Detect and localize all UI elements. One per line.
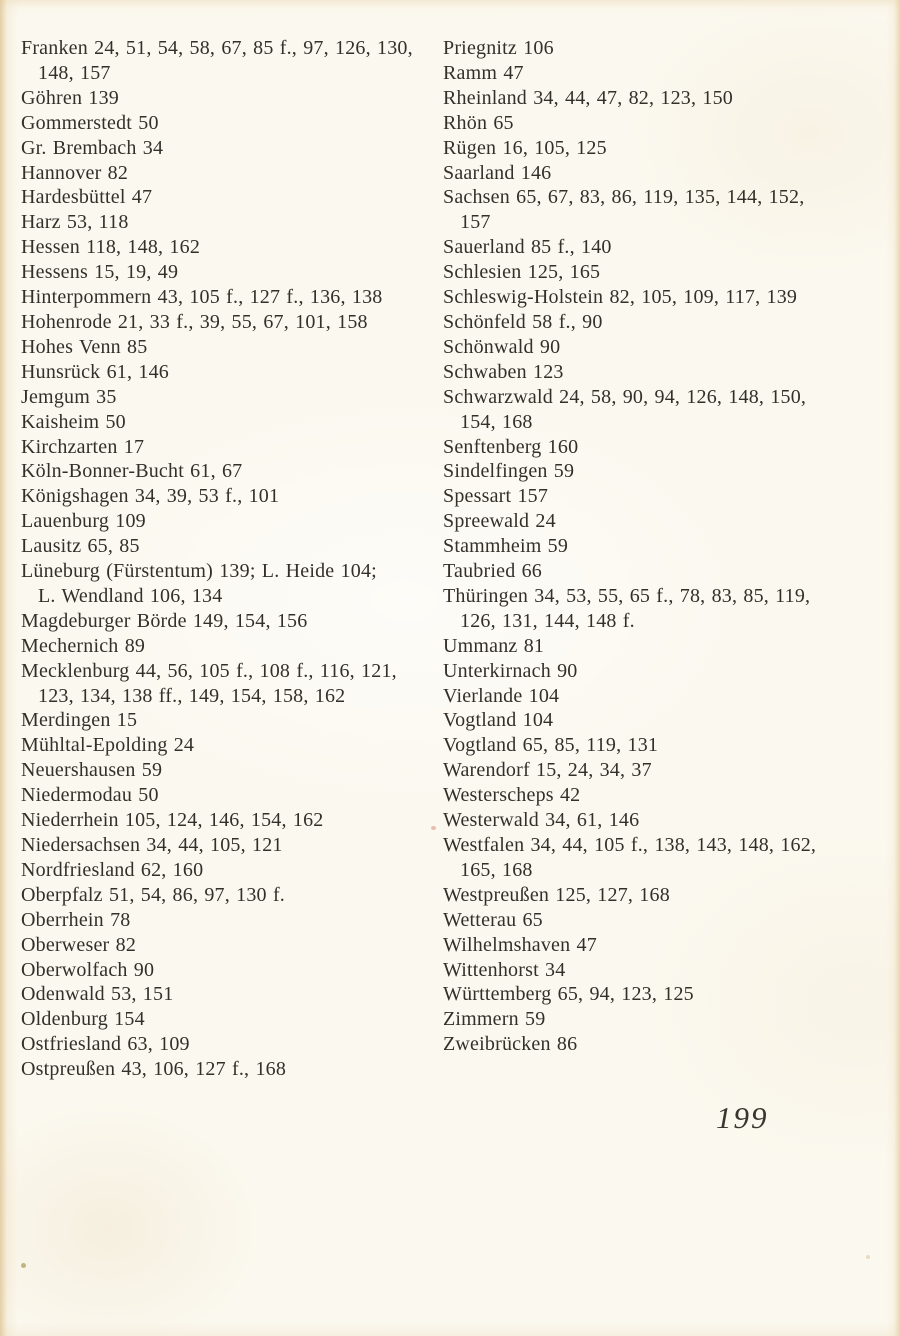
index-entry (443, 484, 893, 509)
index-entry-line: Schleswig-Holstein 82, 105, 109, 117, 139 (443, 286, 798, 309)
index-entry-line: Saarland 146 (443, 161, 552, 184)
index-entry (21, 360, 441, 385)
index-entry-line: Schwarzwald 24, 58, 90, 94, 126, 148, 150, (443, 385, 807, 408)
index-entry-line: Harz 53, 118 (21, 211, 129, 234)
index-entry (443, 360, 893, 385)
index-entry-continuation-line: 165, 168 (460, 858, 533, 881)
index-entry (21, 235, 441, 260)
index-entry-continuation-line: L. Wendland 106, 134 (38, 584, 223, 607)
index-entry (21, 833, 441, 858)
index-entry-line: Hessen 118, 148, 162 (21, 236, 201, 259)
index-entry (443, 833, 893, 883)
index-entry (21, 161, 441, 186)
index-entry-line: Rügen 16, 105, 125 (443, 136, 607, 159)
index-entry (443, 435, 893, 460)
index-entry-continuation-line: 154, 168 (460, 410, 533, 433)
index-entry-line: Neuershausen 59 (21, 759, 163, 782)
index-entry-line: Westerscheps 42 (443, 784, 581, 807)
index-entry-line: Niedersachsen 34, 44, 105, 121 (21, 834, 283, 856)
index-entry (443, 509, 893, 534)
index-entry-line: Gommerstedt 50 (21, 111, 159, 134)
index-entry (443, 584, 893, 634)
index-entry-line: Thüringen 34, 53, 55, 65 f., 78, 83, 85, 119, (443, 584, 811, 607)
index-entry-line: Schönfeld 58 f., 90 (443, 310, 603, 333)
index-entry-line: Westerwald 34, 61, 146 (443, 809, 640, 832)
index-entry (21, 1032, 441, 1057)
index-entry (21, 1007, 441, 1032)
index-entry-line: Rheinland 34, 44, 47, 82, 123, 150 (443, 86, 734, 109)
index-entry (21, 559, 441, 609)
index-entry (443, 933, 893, 958)
index-entry (21, 733, 441, 758)
index-entry (21, 982, 441, 1007)
index-entry-line: Königshagen 34, 39, 53 f., 101 (21, 485, 280, 508)
index-entry (443, 659, 893, 684)
index-entry (443, 136, 893, 161)
paper-speck (866, 1255, 870, 1259)
index-entry (21, 111, 441, 136)
index-entry-line: Köln-Bonner-Bucht 61, 67 (21, 460, 243, 483)
index-entry (21, 36, 441, 86)
index-entry (21, 808, 441, 833)
index-entry-line: Ramm 47 (443, 61, 524, 84)
index-entry-line: Magdeburger Börde 149, 154, 156 (21, 609, 308, 632)
index-entry (21, 659, 441, 709)
index-entry-line: Stammheim 59 (443, 535, 569, 558)
index-entry-line: Gr. Brembach 34 (21, 136, 164, 159)
index-entry (443, 758, 893, 783)
index-entry (21, 285, 441, 310)
index-entry (443, 385, 893, 435)
index-entry (21, 484, 441, 509)
index-entry-line: Schwaben 123 (443, 360, 564, 383)
index-entry (443, 1007, 893, 1032)
index-entry-line: Spreewald 24 (443, 510, 556, 533)
index-entry-line: Ostpreußen 43, 106, 127 f., 168 (21, 1058, 287, 1081)
index-entry (443, 908, 893, 933)
index-entry-line: Hessens 15, 19, 49 (21, 261, 179, 284)
index-entry (443, 285, 893, 310)
index-entry-line: Rhön 65 (443, 111, 514, 134)
index-entry-line: Senftenberg 160 (443, 435, 579, 458)
index-entry-line: Ostfriesland 63, 109 (21, 1033, 190, 1056)
index-entry (21, 435, 441, 460)
index-entry (443, 335, 893, 360)
index-entry-line: Oberpfalz 51, 54, 86, 97, 130 f. (21, 883, 286, 906)
index-entry (21, 335, 441, 360)
index-entry-line: Zimmern 59 (443, 1008, 546, 1031)
index-entry (443, 459, 893, 484)
index-entry-line: Ummanz 81 (443, 634, 545, 657)
index-entry-line: Westpreußen 125, 127, 168 (443, 883, 670, 906)
index-entry-line: Warendorf 15, 24, 34, 37 (443, 759, 652, 782)
index-entry (21, 210, 441, 235)
index-entry-line: Niedermodau 50 (21, 784, 159, 807)
index-entry-line: Kaisheim 50 (21, 410, 126, 433)
index-entry (21, 310, 441, 335)
index-entry (21, 1057, 441, 1082)
index-entry-line: Hardesbüttel 47 (21, 186, 153, 209)
index-entry (443, 111, 893, 136)
index-entry-line: Hohenrode 21, 33 f., 39, 55, 67, 101, 158 (21, 310, 368, 333)
index-entry-line: Wilhelmshaven 47 (443, 933, 597, 956)
index-entry-line: Hannover 82 (21, 161, 129, 184)
index-entry-line: Odenwald 53, 151 (21, 983, 174, 1006)
index-entry (21, 86, 441, 111)
index-column-right (443, 36, 893, 1057)
index-entry-line: Württemberg 65, 94, 123, 125 (443, 983, 694, 1006)
index-entry-line: Nordfriesland 62, 160 (21, 858, 204, 881)
index-entry (443, 36, 893, 61)
index-entry-line: Lüneburg (Fürstentum) 139; L. Heide 104; (21, 560, 377, 583)
index-entry-line: Sachsen 65, 67, 83, 86, 119, 135, 144, 152, (443, 186, 805, 209)
index-entry-line: Sauerland 85 f., 140 (443, 236, 612, 259)
index-entry-line: Oberweser 82 (21, 933, 137, 956)
index-entry-line: Oberwolfach 90 (21, 958, 155, 981)
index-entry (21, 509, 441, 534)
index-entry-line: Göhren 139 (21, 86, 119, 109)
index-entry-line: Hohes Venn 85 (21, 335, 148, 358)
index-entry-line: Lausitz 65, 85 (21, 535, 140, 558)
page-number: 199 (716, 1100, 769, 1135)
index-entry-line: Franken 24, 51, 54, 58, 67, 85 f., 97, 126, 130, (21, 37, 413, 59)
index-entry-line: Mühltal-Epolding 24 (21, 734, 195, 757)
index-entry (443, 86, 893, 111)
index-entry (443, 534, 893, 559)
index-entry-line: Zweibrücken 86 (443, 1033, 578, 1056)
index-entry (21, 534, 441, 559)
index-entry (443, 708, 893, 733)
index-entry-continuation-line: 126, 131, 144, 148 f. (460, 609, 635, 632)
index-entry (21, 260, 441, 285)
index-entry-line: Hunsrück 61, 146 (21, 360, 169, 383)
index-entry-line: Sindelfingen 59 (443, 460, 575, 483)
index-entry (443, 982, 893, 1007)
index-entry (21, 185, 441, 210)
index-entry (21, 708, 441, 733)
index-entry (443, 61, 893, 86)
index-entry-line: Mecklenburg 44, 56, 105 f., 108 f., 116, 121, (21, 659, 397, 682)
index-entry (21, 883, 441, 908)
index-entry-line: Hinterpommern 43, 105 f., 127 f., 136, 138 (21, 286, 383, 309)
index-entry (21, 933, 441, 958)
index-entry (443, 808, 893, 833)
index-entry (21, 783, 441, 808)
index-entry (21, 634, 441, 659)
index-entry (443, 185, 893, 235)
index-entry (443, 559, 893, 584)
index-entry (21, 958, 441, 983)
index-entry-line: Merdingen 15 (21, 709, 138, 732)
index-entry (21, 858, 441, 883)
index-entry (21, 385, 441, 410)
index-entry-line: Vogtland 65, 85, 119, 131 (443, 734, 659, 757)
index-entry (443, 310, 893, 335)
index-entry-line: Oberrhein 78 (21, 908, 131, 931)
index-entry-line: Wetterau 65 (443, 908, 543, 931)
paper-speck (431, 826, 436, 830)
index-entry (443, 783, 893, 808)
index-entry-line: Spessart 157 (443, 485, 549, 508)
index-entry-line: Lauenburg 109 (21, 510, 146, 533)
index-entry-line: Unterkirnach 90 (443, 659, 578, 682)
index-entry (21, 758, 441, 783)
index-entry (21, 609, 441, 634)
index-entry (443, 733, 893, 758)
index-entry (443, 684, 893, 709)
index-entry-line: Niederrhein 105, 124, 146, 154, 162 (21, 809, 324, 832)
index-entry (21, 136, 441, 161)
index-entry-line: Vogtland 104 (443, 709, 554, 732)
index-entry-line: Schlesien 125, 165 (443, 261, 601, 284)
index-entry (21, 410, 441, 435)
index-entry-line: Mechernich 89 (21, 634, 146, 657)
index-column-left (21, 36, 441, 1082)
index-entry-continuation-line: 148, 157 (38, 61, 111, 84)
index-entry-continuation-line: 123, 134, 138 ff., 149, 154, 158, 162 (38, 684, 346, 707)
index-entry-line: Westfalen 34, 44, 105 f., 138, 143, 148, 162, (443, 834, 817, 856)
index-entry-line: Jemgum 35 (21, 385, 117, 408)
index-entry (443, 883, 893, 908)
index-entry-line: Kirchzarten 17 (21, 435, 145, 458)
paper-speck (21, 1263, 26, 1268)
index-entry (443, 161, 893, 186)
index-entry-line: Oldenburg 154 (21, 1008, 145, 1031)
index-entry (443, 1032, 893, 1057)
index-entry (21, 459, 441, 484)
index-entry-line: Taubried 66 (443, 560, 542, 583)
index-entry-continuation-line: 157 (460, 211, 491, 234)
index-entry (443, 235, 893, 260)
index-entry-line: Vierlande 104 (443, 684, 560, 707)
index-entry (443, 634, 893, 659)
index-entry (443, 260, 893, 285)
index-entry-line: Priegnitz 106 (443, 37, 554, 59)
index-entry-line: Wittenhorst 34 (443, 958, 566, 981)
index-entry-line: Schönwald 90 (443, 335, 561, 358)
index-entry (21, 908, 441, 933)
index-entry (443, 958, 893, 983)
